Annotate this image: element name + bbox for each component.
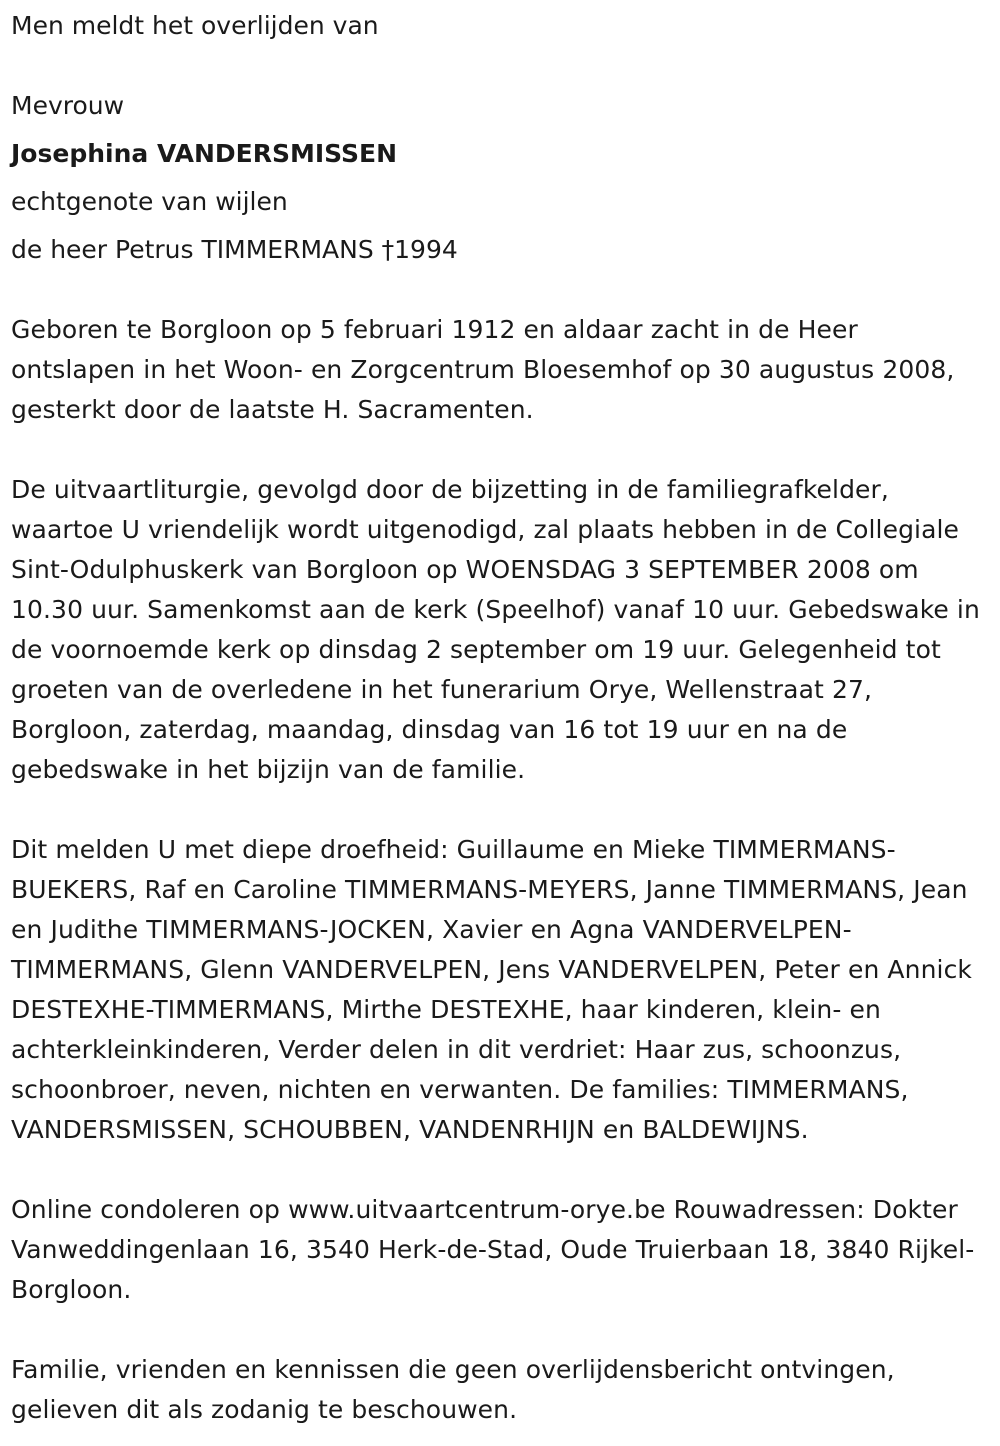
relation-line: echtgenote van wijlen [11, 187, 288, 216]
title-prefix: Mevrouw [11, 91, 125, 120]
funeral-paragraph: De uitvaartliturgie, gevolgd door de bijzetting in de familiegrafkelder, waartoe U vriendelijk wordt uitgenodigd, zal plaats hebben in de Collegiale Sint-Odulphuskerk van Borgloon op WOENSDAG 3 SEPTEMBER 2008 om 10.30 uur. Samenkomst aan de kerk (Speelhof) vanaf 10 uur. Gebedswake in de voornoemde kerk op dinsdag 2 september om 19 uur. Gelegenheid tot groeten van de overledene in het funerarium Orye, Wellenstraat 27, Borgloon, zaterdag, maandag, dinsdag van 16 tot 19 uur en na de gebedswake in het bijzijn van de familie. [11, 475, 980, 784]
spouse-line: de heer Petrus TIMMERMANS †1994 [11, 235, 458, 264]
family-paragraph: Dit melden U met diepe droefheid: Guillaume en Mieke TIMMERMANS-BUEKERS, Raf en Caroline TIMMERMANS-MEYERS, Janne TIMMERMANS, Jean en Judithe TIMMERMANS-JOCKEN, Xavier en Agna VANDERVELPEN-TIMMERMANS, Glenn VANDERVELPEN, Jens VANDERVELPEN, Peter en Annick DESTEXHE-TIMMERMANS, Mirthe DESTEXHE, haar kinderen, klein- en achterkleinkinderen, Verder delen in dit verdriet: Haar zus, schoonzus, schoonbroer, neven, nichten en verwanten. De families: TIMMERMANS, VANDERSMISSEN, SCHOUBBEN, VANDENRHIJN en BALDEWIJNS. [11, 835, 972, 1144]
closing-paragraph: Familie, vrienden en kennissen die geen overlijdensbericht ontvingen, gelieven dit als zodanig te beschouwen. [11, 1355, 895, 1424]
birth-death-paragraph: Geboren te Borgloon op 5 februari 1912 en aldaar zacht in de Heer ontslapen in het Woon- en Zorgcentrum Bloesemhof op 30 augustus 2008, gesterkt door de laatste H. Sacramenten. [11, 315, 955, 424]
deceased-name: Josephina VANDERSMISSEN [11, 139, 398, 168]
online-condolence-paragraph: Online condoleren op www.uitvaartcentrum-orye.be Rouwadressen: Dokter Vanweddingenlaan 16, 3540 Herk-de-Stad, Oude Truierbaan 18, 3840 Rijkel-Borgloon. [11, 1195, 975, 1304]
intro-line: Men meldt het overlijden van [11, 11, 379, 40]
